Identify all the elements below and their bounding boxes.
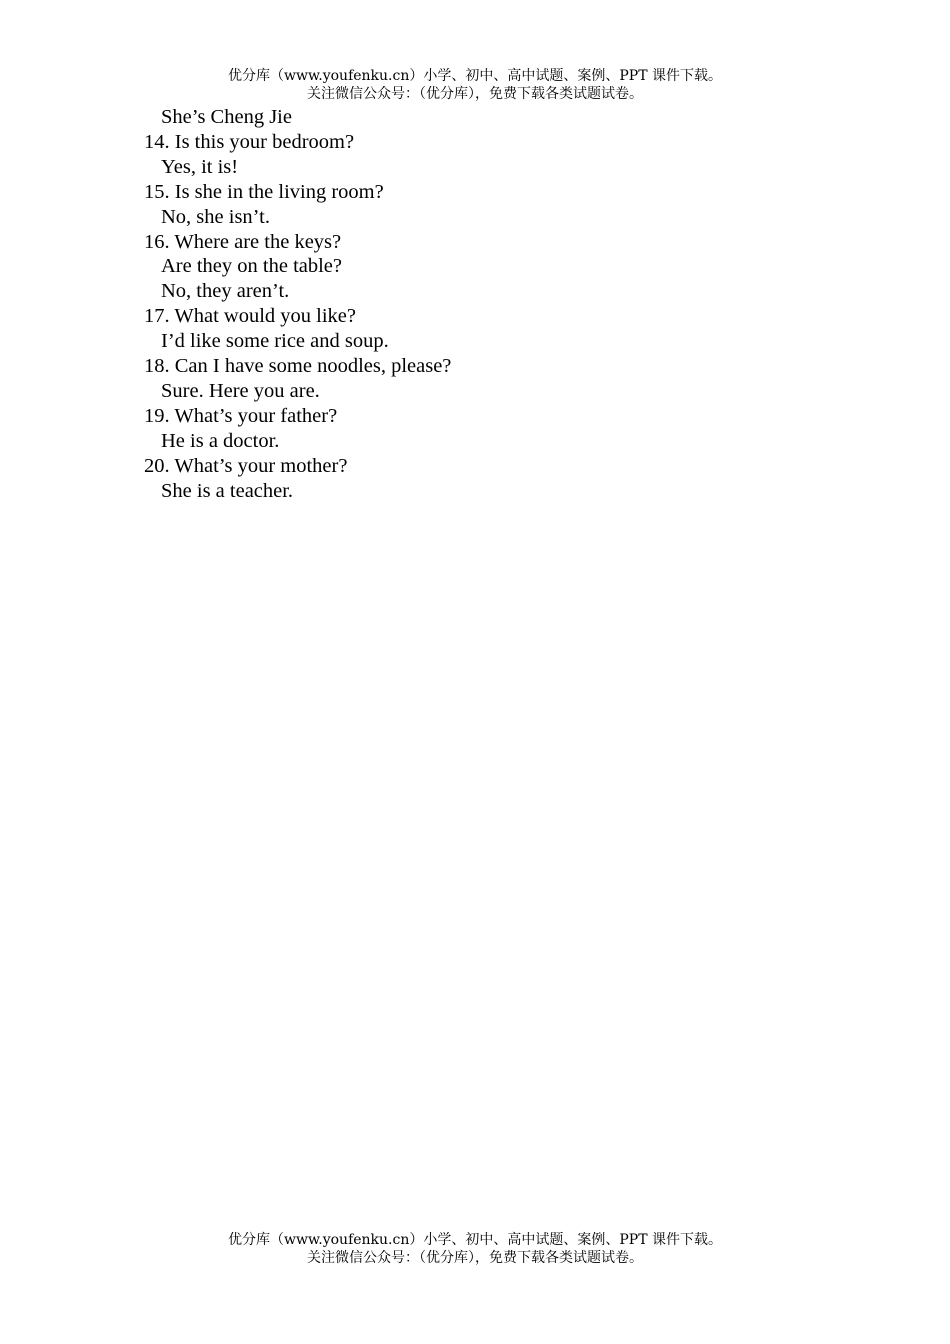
answer-line: No, they aren’t.	[161, 280, 290, 303]
header-line-1: 优分库（www.youfenku.cn）小学、初中、高中试题、案例、PPT 课件下载。	[227, 68, 722, 84]
question-line: 14. Is this your bedroom?	[144, 130, 355, 153]
dialogue-answers	[144, 105, 451, 504]
question-line: 18. Can I have some noodles, please?	[144, 355, 452, 378]
answer-line: She’s Cheng Jie	[161, 106, 292, 128]
footer-line-2: 关注微信公众号：（优分库），免费下载各类试题试卷。	[307, 1250, 643, 1266]
answer-line: Are they on the table?	[161, 255, 343, 278]
header-line-2: 关注微信公众号：（优分库），免费下载各类试题试卷。	[307, 86, 643, 102]
answer-line: I’d like some rice and soup.	[161, 330, 389, 353]
answer-line: Sure. Here you are.	[161, 379, 320, 402]
footer-line-1: 优分库（www.youfenku.cn）小学、初中、高中试题、案例、PPT 课件下载。	[227, 1232, 722, 1248]
question-line: 20. What’s your mother?	[144, 454, 348, 477]
answer-line: No, she isn’t.	[161, 205, 270, 228]
question-line: 17. What would you like?	[144, 305, 356, 328]
question-line: 19. What’s your father?	[144, 404, 338, 427]
answer-line: Yes, it is!	[161, 155, 239, 178]
answer-line: She is a teacher.	[161, 479, 294, 502]
answer-line: He is a doctor.	[161, 429, 280, 452]
question-line: 15. Is she in the living room?	[144, 180, 384, 203]
question-line: 16. Where are the keys?	[144, 230, 342, 253]
page-footer	[0, 1231, 950, 1267]
page-header	[0, 67, 950, 103]
